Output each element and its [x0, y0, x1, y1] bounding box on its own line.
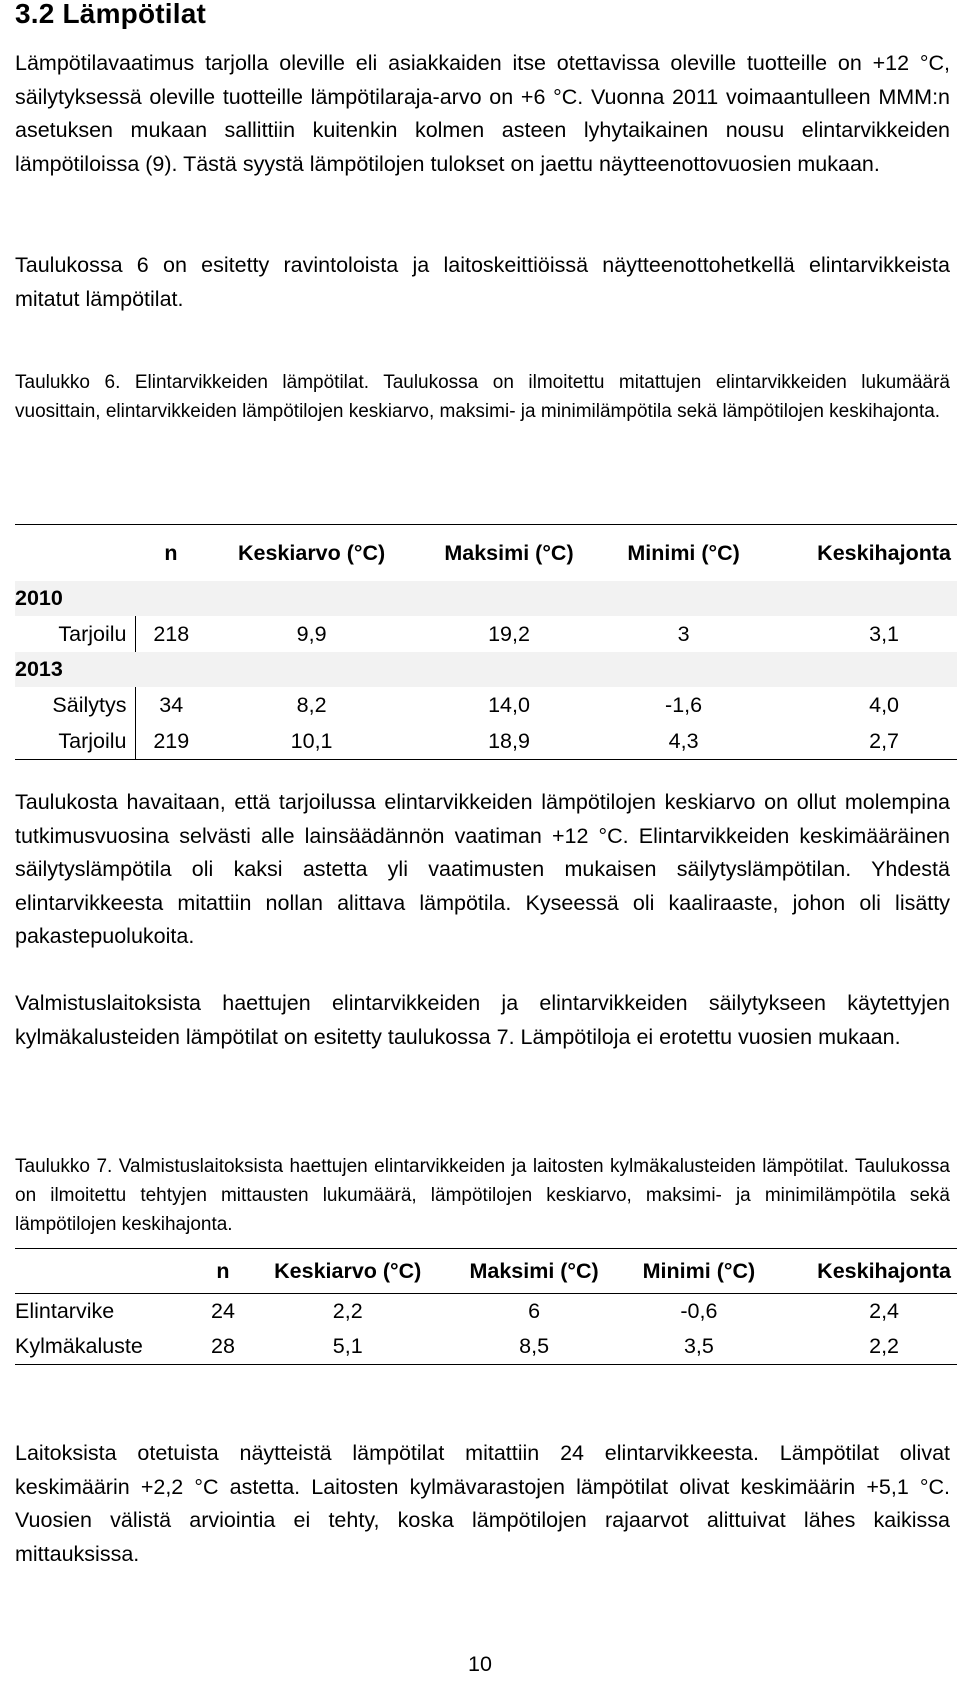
table7-header-n: n — [197, 1249, 249, 1294]
table6-header-row — [15, 525, 957, 582]
table-row — [15, 616, 957, 652]
table6-cell-n: 219 — [135, 723, 207, 760]
table6-cell-min: -1,6 — [665, 692, 703, 717]
table-row — [15, 723, 957, 760]
table6-cell-stdev: 4,0 — [869, 692, 899, 717]
table7-caption: Taulukko 7. Valmistuslaitoksista haettujen elintarvikkeiden ja laitosten kylmäkalusteiden lämpötilat. Taulukossa on ilmoitettu tehtyjen mittausten lukumäärä, lämpötilojen keskiarvo, maksimi- ja minimilämpötila sekä lämpötilojen keskihajonta. — [15, 1156, 950, 1235]
table6-header-max: Maksimi (°C) — [416, 525, 602, 582]
table7-cell-max: 8,5 — [446, 1329, 621, 1365]
table6-header-min: Minimi (°C) — [602, 525, 766, 582]
table7-cell-n: 24 — [211, 1299, 235, 1323]
table6-cell-max: 14,0 — [488, 692, 530, 717]
table7-header-mean: Keskiarvo (°C) — [249, 1249, 446, 1294]
table7-cell-mean: 5,1 — [249, 1329, 446, 1365]
table6-food-temperatures — [15, 524, 957, 760]
paragraph-table7-intro: Valmistuslaitoksista haettujen elintarvikkeiden ja elintarvikkeiden säilytykseen käytettyjen kylmäkalusteiden lämpötilat on esitetty taulukossa 7. Lämpötiloja ei erotettu vuosien mukaan. — [15, 991, 950, 1049]
table6-caption: Taulukko 6. Elintarvikkeiden lämpötilat. Taulukossa on ilmoitettu mitattujen elintarvikkeiden lukumäärä vuosittain, elintarvikkeiden lämpötilojen keskiarvo, maksimi- ja minimilämpötila sekä lämpötilojen keskihajonta. — [15, 372, 950, 422]
table-row — [15, 1294, 957, 1330]
section-heading: 3.2 Lämpötilat — [15, 0, 207, 29]
table6-cell-min: 4,3 — [602, 723, 766, 760]
table7-cell-max: 6 — [528, 1299, 541, 1323]
table6-cell-mean: 8,2 — [296, 692, 327, 717]
table7-facility-temperatures — [15, 1248, 957, 1365]
table-row — [15, 1329, 957, 1365]
table6-header-stdev: Keskihajonta — [765, 525, 957, 582]
table6-header-mean: Keskiarvo (°C) — [207, 525, 416, 582]
table7-cell-stdev: 2,4 — [869, 1299, 899, 1323]
page-number: 10 — [468, 1652, 492, 1676]
table6-cell-max: 18,9 — [416, 723, 602, 760]
table6-cell-stdev: 3,1 — [869, 621, 899, 646]
paragraph-facility-summary: Laitoksista otetuista näytteistä lämpötilat mitattiin 24 elintarvikkeesta. Lämpötilat olivat keskimäärin +2,2 °C astetta. Laitosten kylmävarastojen lämpötilat olivat keskimäärin +5,1 °C. Vuosien välistä arviointia ei tehty, koska lämpötilojen rajaarvot alittuivat lähes kaikissa mittauksissa. — [15, 1441, 950, 1566]
table6-year-row — [15, 652, 957, 687]
table6-year-label: 2010 — [15, 581, 135, 616]
table6-header-label — [15, 525, 135, 582]
table7-header-label — [15, 1249, 197, 1294]
table6-cell-mean: 10,1 — [207, 723, 416, 760]
paragraph-temperature-requirements: Lämpötilavaatimus tarjolla oleville eli asiakkaiden itse otettavissa oleville tuotteille on +12 °C, säilytyksessä oleville tuotteille lämpötilaraja-arvo on +6 °C. Vuonna 2011 voimaantulleen MMM:n asetuksen mukaan sallittiin kuitenkin kolmen asteen lyhytaikainen nousu elintarvikkeiden lämpötiloissa (9). Tästä syystä lämpötilojen tulokset on jaettu näytteenottovuosien mukaan. — [15, 51, 950, 176]
table7-header-row — [15, 1249, 957, 1294]
table6-year-label: 2013 — [15, 652, 135, 687]
table7-header-max: Maksimi (°C) — [446, 1249, 621, 1294]
table6-cell-min: 3 — [677, 621, 690, 646]
table6-row-label: Tarjoilu — [15, 616, 135, 652]
table6-row-label: Säilytys — [15, 687, 135, 723]
paragraph-table6-intro: Taulukossa 6 on esitetty ravintoloista ja laitoskeittiöissä näytteenottohetkellä elintarvikkeista mitatut lämpötilat. — [15, 253, 950, 311]
table7-row-label: Elintarvike — [15, 1299, 115, 1323]
table6-cell-mean: 9,9 — [296, 621, 327, 646]
table6-cell-n: 34 — [159, 692, 184, 717]
table6-header-n: n — [135, 525, 207, 582]
table6-row-label: Tarjoilu — [15, 723, 135, 760]
table7-cell-n: 28 — [197, 1329, 249, 1365]
table7-cell-mean: 2,2 — [332, 1299, 363, 1323]
table7-cell-min: 3,5 — [622, 1329, 776, 1365]
paragraph-table6-findings: Taulukosta havaitaan, että tarjoilussa elintarvikkeiden lämpötilojen keskiarvo on ollut molempina tutkimusvuosina selvästi alle lainsäädännön vaatiman +12 °C. Elintarvikkeiden keskimääräinen säilytyslämpötila oli kaksi astetta yli vaatimusten mukaisen säilytyslämpötilan. Yhdestä elintarvikkeesta mitattiin nollan alittava lämpötila. Kyseessä oli kaaliraaste, johon oli lisätty pakastepuolukoita. — [15, 790, 950, 948]
table7-header-stdev: Keskihajonta — [776, 1249, 957, 1294]
table7-cell-min: -0,6 — [680, 1299, 718, 1323]
table7-header-min: Minimi (°C) — [622, 1249, 776, 1294]
table6-cell-stdev: 2,7 — [765, 723, 957, 760]
table6-cell-max: 19,2 — [488, 621, 530, 646]
table6-cell-n: 218 — [153, 621, 190, 646]
table6-year-row — [15, 581, 957, 616]
table7-cell-stdev: 2,2 — [776, 1329, 957, 1365]
table-row — [15, 687, 957, 723]
table7-row-label: Kylmäkaluste — [15, 1329, 197, 1365]
